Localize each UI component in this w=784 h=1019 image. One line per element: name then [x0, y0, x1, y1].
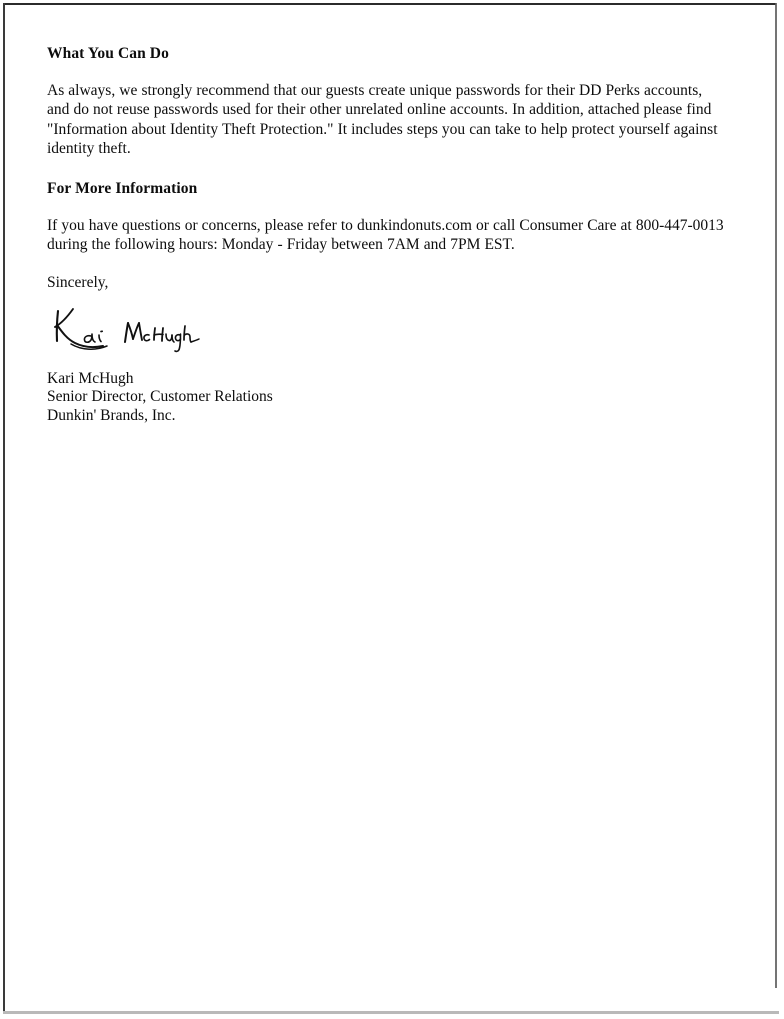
spacer [47, 198, 727, 216]
page-border-top [3, 3, 776, 5]
closing-salutation: Sincerely, [47, 274, 109, 292]
heading-what-you-can-do: What You Can Do [47, 45, 169, 62]
heading-for-more-information: For More Information [47, 179, 198, 197]
page-border-right [775, 3, 777, 988]
paragraph-for-more-information: If you have questions or concerns, please refer to dunkindonuts.com or call Consumer Care at 800-447-0013 during the following hours: Monday - Friday between 7AM and 7PM EST. [47, 216, 724, 254]
page-border-left [3, 3, 5, 1012]
signatory-title: Senior Director, Customer Relations [47, 388, 273, 406]
signature-image [47, 306, 347, 358]
spacer [47, 293, 727, 306]
page-border-bottom [3, 1011, 779, 1014]
spacer [47, 358, 727, 370]
spacer [47, 63, 727, 81]
handwritten-signature-icon [47, 306, 207, 358]
spacer [47, 254, 727, 273]
spacer [47, 159, 727, 179]
signatory-company: Dunkin' Brands, Inc. [47, 407, 176, 425]
paragraph-what-you-can-do: As always, we strongly recommend that our guests create unique passwords for their DD Perks accounts, and do not reuse passwords used for their other unrelated online accounts. In addition, attached please find "Information about Identity Theft Protection." It includes steps you can take to help protect yourself against identity theft. [47, 82, 718, 158]
letter-body [47, 44, 727, 426]
signatory-name: Kari McHugh [47, 369, 134, 387]
signature-block [47, 370, 727, 426]
